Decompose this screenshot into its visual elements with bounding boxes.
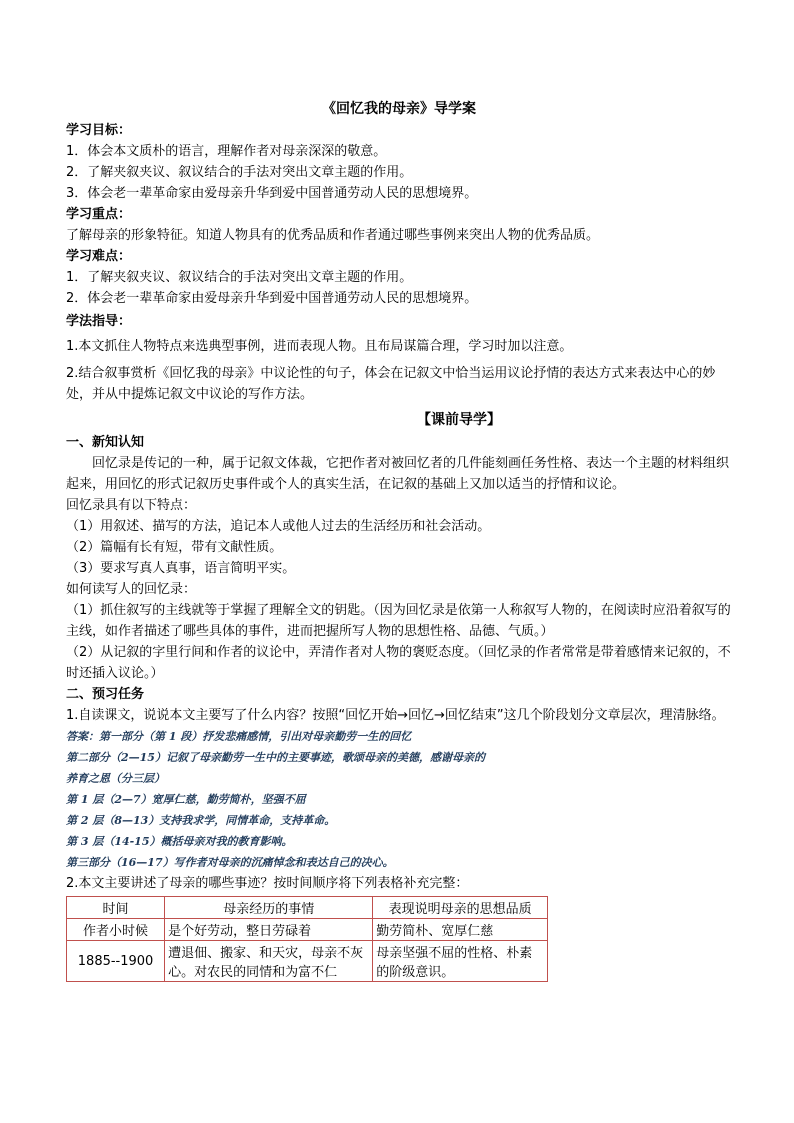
answer-line: 第 3 层（14-15）概括母亲对我的教育影响。: [66, 835, 293, 848]
table-cell: 是个好劳动，整日劳碌着: [165, 919, 373, 941]
answer-line: 养育之恩（分三层）: [66, 772, 165, 785]
feature-item: （2）篇幅有长有短，带有文献性质。: [66, 540, 283, 555]
table-cell: 勤劳简朴、宽厚仁慈: [373, 919, 548, 941]
answer-line: 答案：第一部分（第 1 段）抒发悲痛感情，引出对母亲勤劳一生的回忆: [66, 730, 412, 743]
table-cell: 1885--1900: [67, 941, 165, 982]
table-row: [67, 941, 548, 982]
document-title: 《回忆我的母亲》导学案: [322, 101, 476, 117]
question-2: 2.本文主要讲述了母亲的哪些事迹？按时间顺序将下列表格补充完整：: [66, 876, 469, 891]
table-row: [67, 919, 548, 941]
difficulty-heading: 学习难点：: [66, 249, 132, 264]
feature-item: （3）要求写真人真事，语言简明平实。: [66, 561, 296, 576]
part1-heading: 一、新知认知: [66, 435, 145, 450]
pre-study-heading: 【课前导学】: [417, 412, 501, 428]
answer-line: 第二部分（2—15）记叙了母亲勤劳一生中的主要事迹，歌颂母亲的美德，感谢母亲的: [66, 751, 485, 764]
method-item: 1.本文抓住人物特点来选典型事例，进而表现人物。且布局谋篇合理，学习时加以注意。: [66, 339, 573, 354]
question-1: 1.自读课文，说说本文主要写了什么内容？按照“回忆开始→回忆→回忆结束”这几个阶段划分文章层次，理清脉络。: [66, 708, 725, 723]
table-header-cell: 时间: [67, 897, 165, 919]
answer-line: 第 2 层（8—13）支持我求学，同情革命，支持革命。: [66, 814, 336, 827]
table-header-cell: 表现说明母亲的思想品质: [373, 897, 548, 919]
answer-line: 第 1 层（2—7）宽厚仁慈，勤劳简朴，坚强不屈: [66, 793, 306, 806]
goal-item: 1．体会本文质朴的语言，理解作者对母亲深深的敬意。: [66, 144, 387, 159]
goals-heading: 学习目标：: [66, 123, 132, 138]
table-header-row: [67, 897, 548, 919]
focus-text: 了解母亲的形象特征。知道人物具有的优秀品质和作者通过哪些事例来突出人物的优秀品质。: [66, 228, 600, 243]
events-table: [66, 896, 548, 982]
part2-heading: 二、预习任务: [66, 687, 145, 702]
features-heading: 回忆录具有以下特点：: [66, 498, 197, 513]
table-cell: 作者小时候: [67, 919, 165, 941]
document-page: [66, 98, 732, 982]
table-header-cell: 母亲经历的事情: [165, 897, 373, 919]
method-item: 2.结合叙事赏析《回忆我的母亲》中议论性的句子，体会在记叙文中恰当运用议论抒情的表达方式来表达中心的妙处，并从中提炼记叙文中议论的写作方法。: [66, 366, 716, 402]
goal-item: 3．体会老一辈革命家由爱母亲升华到爱中国普通劳动人民的思想境界。: [66, 186, 478, 201]
howto-heading: 如何读写人的回忆录：: [66, 582, 197, 597]
howto-item: （1）抓住叙写的主线就等于掌握了理解全文的钥匙。（因为回忆录是依第一人称叙写人物的，在阅读时应沿着叙写的主线，如作者描述了哪些具体的事件，进而把握所写人物的思想性格、品德、气质。）: [66, 603, 731, 639]
focus-heading: 学习重点：: [66, 207, 132, 222]
feature-item: （1）用叙述、描写的方法，追记本人或他人过去的生活经历和社会活动。: [66, 519, 491, 534]
table-cell: 母亲坚强不屈的性格、朴素的阶级意识。: [373, 941, 548, 982]
difficulty-item: 1．了解夹叙夹议、叙议结合的手法对突出文章主题的作用。: [66, 270, 413, 285]
memoir-definition: 回忆录是传记的一种，属于记叙文体裁，它把作者对被回忆者的几件能刻画任务性格、表达一个主题的材料组织起来，用回忆的形式记叙历史事件或个人的真实生活，在记叙的基础上又加以适当的抒情和议论。: [66, 456, 730, 492]
table-cell: 遭退佃、搬家、和天灾，母亲不灰心。对农民的同情和为富不仁: [165, 941, 373, 982]
goal-item: 2．了解夹叙夹议、叙议结合的手法对突出文章主题的作用。: [66, 165, 413, 180]
method-heading: 学法指导：: [66, 314, 132, 329]
howto-item: （2）从记叙的字里行间和作者的议论中，弄清作者对人物的褒贬态度。（回忆录的作者常常是带着感情来记叙的，不时还插入议论。）: [66, 645, 731, 681]
answer-line: 第三部分（16—17）写作者对母亲的沉痛悼念和表达自己的决心。: [66, 856, 394, 869]
difficulty-item: 2．体会老一辈革命家由爱母亲升华到爱中国普通劳动人民的思想境界。: [66, 291, 478, 306]
